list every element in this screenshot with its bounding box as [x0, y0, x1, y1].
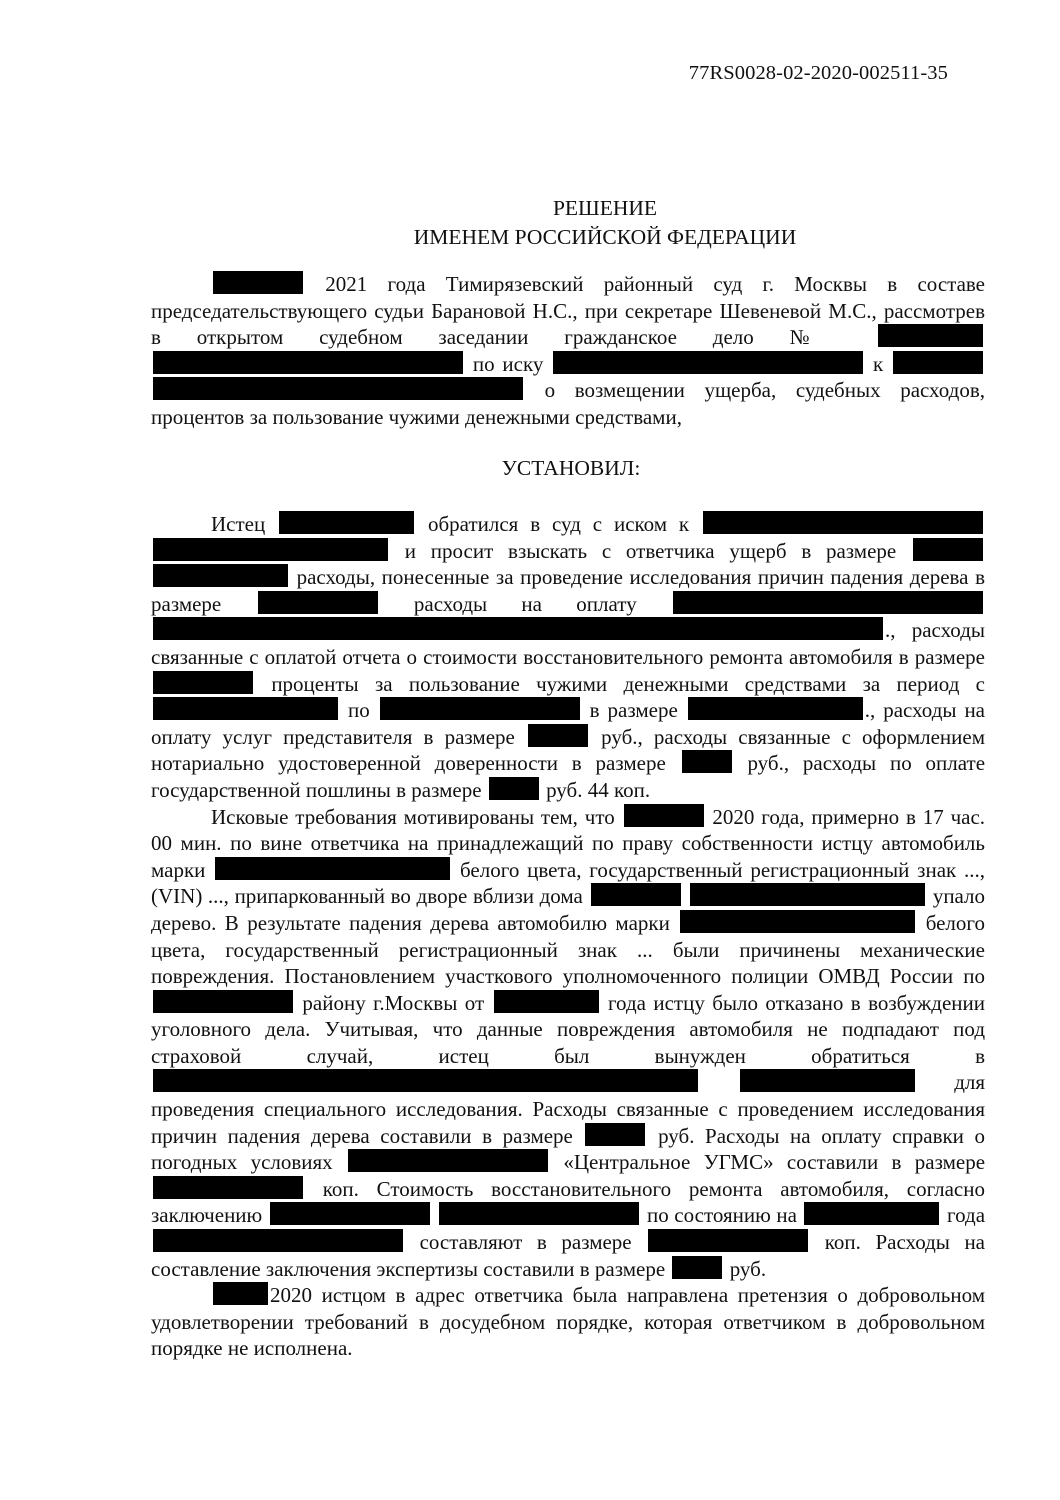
- redaction: [494, 990, 599, 1013]
- redaction: [279, 511, 414, 534]
- section-heading: УСТАНОВИЛ:: [501, 456, 641, 480]
- body-section: [151, 511, 985, 1362]
- redaction: [682, 750, 732, 773]
- redaction: [672, 1256, 722, 1279]
- redaction: [489, 777, 539, 800]
- title-on-behalf: ИМЕНЕМ РОССИЙСКОЙ ФЕДЕРАЦИИ: [413, 225, 797, 249]
- redaction: [153, 538, 388, 561]
- claim-letter-paragraph: 2020 истцом в адрес ответчика была направлена претензия о добровольном удовлетворении требований в досудебном порядке, которая ответчиком в добровольном порядке не исполнена.: [151, 1283, 985, 1361]
- redaction: [439, 1202, 639, 1225]
- redaction: [270, 1202, 430, 1225]
- redaction: [153, 617, 883, 640]
- redaction: [913, 538, 983, 561]
- redaction: [528, 724, 588, 747]
- redaction: [153, 351, 463, 374]
- redaction: [380, 697, 580, 720]
- redaction: [153, 1069, 698, 1092]
- title-decision: РЕШЕНИЕ: [552, 196, 658, 220]
- intro-paragraph: 2021 года Тимирязевский районный суд г. Москвы в составе председательствующего судьи Барановой Н.С., при секретаре Шевеневой М.С., рассмотрев в открытом судебном заседании гражданское дело № по иску к о возмещении ущерба, судебных расходов, процентов за пользование чужими денежными средствами,: [151, 272, 986, 429]
- redaction: [153, 377, 523, 400]
- redaction: [690, 883, 925, 906]
- redaction: [215, 857, 450, 880]
- case-number: 77RS0028-02-2020-002511-35: [688, 62, 948, 84]
- redaction: [688, 697, 863, 720]
- motive-paragraph: Исковые требования мотивированы тем, что 2020 года, примерно в 17 час. 00 мин. по вине ответчика на принадлежащий по праву собственности истцу автомобиль марки белого цвета, государственный регистрационный знак ..., (VIN) ..., припаркованный во дворе вблизи дома упало дерево. В результате падения дерева автомобилю марки белого цвета, государственный регистрационный знак ... были причинены механические повреждения. Постановлением участкового уполномоченного полиции ОМВД России по району г.Москвы от года истцу было отказано в возбуждении уголовного дела. Учитывая, что данные повреждения автомобиля не подпадают под страховой случай, истец был вынужден обратиться в для проведения специального исследования. Расходы связанные с проведением исследования причин падения дерева составили в размере руб. Расходы на оплату справки о погодных условиях «Центральное УГМС» составили в размере коп. Стоимость восстановительного ремонта автомобиля, согласно заключению по состоянию на года составляют в размере коп. Расходы на составление заключения экспертизы составили в размере руб.: [151, 804, 986, 1281]
- redaction: [153, 1176, 303, 1199]
- redaction: [553, 351, 863, 374]
- redaction: [258, 591, 378, 614]
- redaction: [213, 1282, 268, 1305]
- redaction: [878, 324, 983, 347]
- intro-section: [151, 271, 985, 431]
- redaction: [348, 1149, 548, 1172]
- redaction: [804, 1202, 939, 1225]
- redaction: [740, 1069, 915, 1092]
- redaction: [893, 351, 983, 374]
- claim-paragraph: Истец обратился в суд с иском к и просит взыскать с ответчика ущерб в размере расходы, понесенные за проведение исследования причин падения дерева в размере расходы на оплату ., расходы связанные с оплатой отчета о стоимости восстановительного ремонта автомобиля в размере проценты за пользование чужими денежными средствами за период с по в размере ., расходы на оплату услуг представителя в размере руб., расходы связанные с оформлением нотариально удостоверенной доверенности в размере руб., расходы по оплате государственной пошлины в размере руб. 44 коп.: [151, 512, 986, 802]
- redaction: [624, 804, 704, 827]
- document-title: [0, 194, 1060, 252]
- redaction: [153, 697, 338, 720]
- redaction: [153, 671, 253, 694]
- redaction: [648, 1229, 808, 1252]
- redaction: [153, 564, 288, 587]
- redaction: [585, 1123, 645, 1146]
- redaction: [213, 271, 303, 294]
- redaction: [153, 990, 293, 1013]
- redaction: [680, 910, 915, 933]
- redaction: [673, 591, 983, 614]
- redaction: [703, 511, 983, 534]
- redaction: [153, 1229, 403, 1252]
- redaction: [591, 883, 681, 906]
